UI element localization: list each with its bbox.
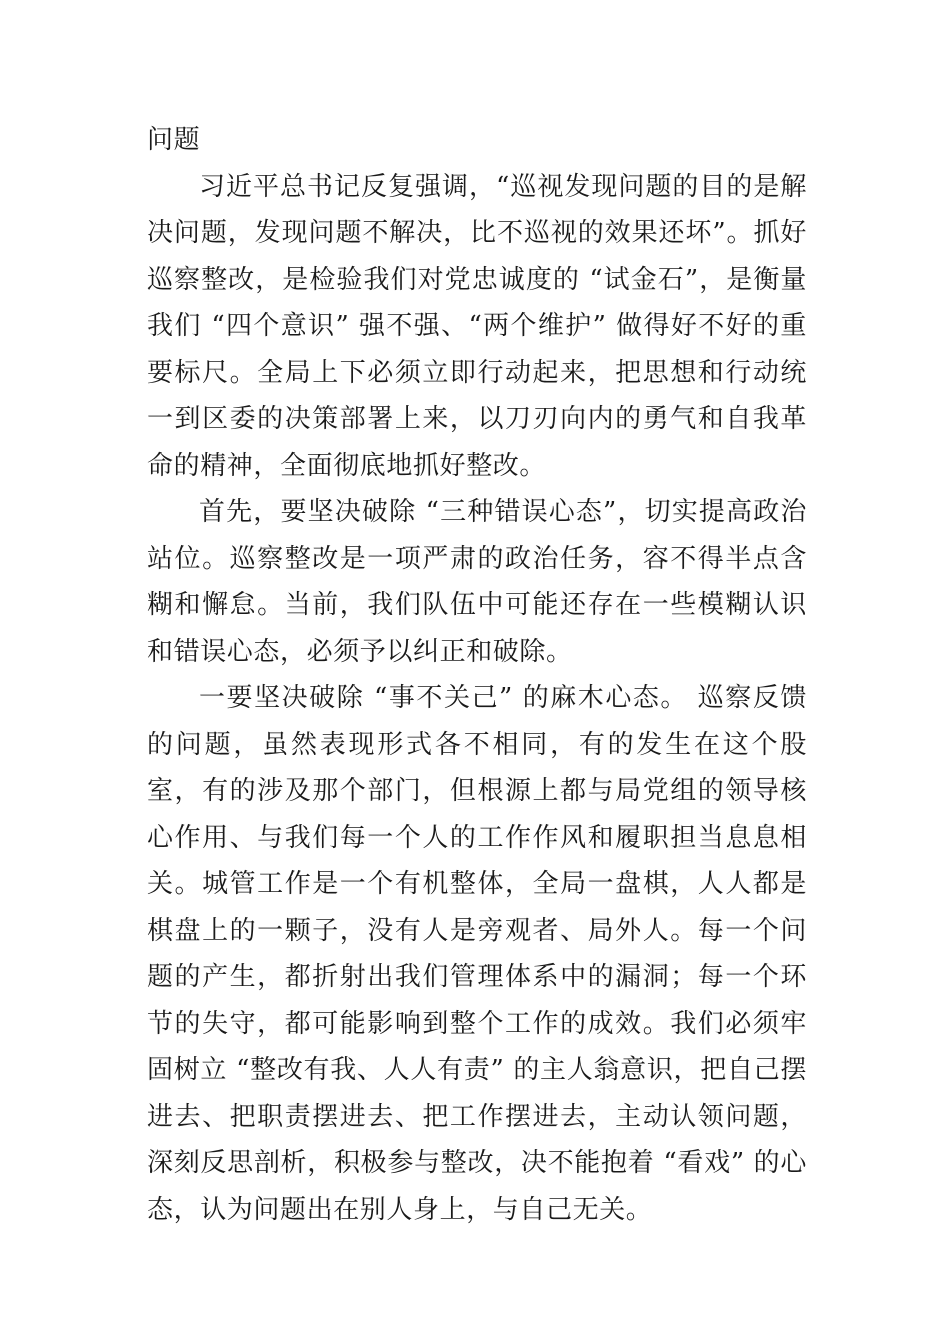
paragraph-continuation: 问题: [147, 125, 201, 155]
paragraph: 首先，要坚决破除 “三种错误心态”，切实提高政治站位。巡察整改是一项严肃的政治任务，容不得半点含糊和懈怠。当前，我们队伍中可能还存在一些模糊认识和错误心态，必须予以纠正和破除。: [147, 497, 807, 667]
document-body: [147, 117, 807, 1233]
paragraph: 一要坚决破除 “事不关己” 的麻木心态。 巡察反馈的问题，虽然表现形式各不相同，有的发生在这个股室，有的涉及那个部门，但根源上都与局党组的领导核心作用、与我们每一个人的工作作风和履职担当息息相关。城管工作是一个有机整体，全局一盘棋，人人都是棋盘上的一颗子，没有人是旁观者、局外人。每一个问题的产生，都折射出我们管理体系中的漏洞；每一个环节的失守，都可能影响到整个工作的成效。我们必须牢固树立 “整改有我、人人有责” 的主人翁意识，把自己摆进去、把职责摆进去、把工作摆进去，主动认领问题，深刻反思剖析，积极参与整改，决不能抱着 “看戏” 的心态，认为问题出在别人身上，与自己无关。: [147, 683, 807, 1225]
paragraph: 习近平总书记反复强调，“巡视发现问题的目的是解决问题，发现问题不解决，比不巡视的效果还坏”。抓好巡察整改，是检验我们对党忠诚度的 “试金石”，是衡量我们 “四个意识” 强不强、“两个维护” 做得好不好的重要标尺。全局上下必须立即行动起来，把思想和行动统一到区委的决策部署上来，以刀刃向内的勇气和自我革命的精神，全面彻底地抓好整改。: [147, 171, 807, 481]
